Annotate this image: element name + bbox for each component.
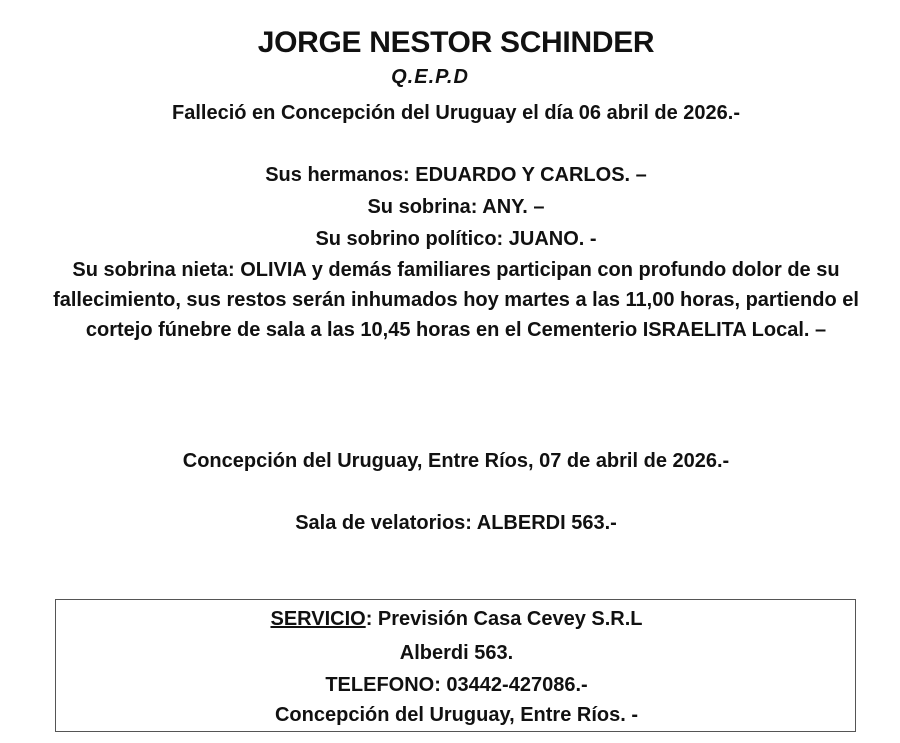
service-phone: TELEFONO: 03442-427086.-	[325, 674, 588, 696]
service-box	[55, 599, 856, 732]
place-date-line: Concepción del Uruguay, Entre Ríos, 07 de abril de 2026.-	[182, 450, 730, 472]
qepd-text: Q.E.P.D	[391, 66, 469, 88]
service-address: Alberdi 563.	[399, 642, 514, 664]
wake-room-line: Sala de velatorios: ALBERDI 563.-	[295, 512, 617, 534]
main-paragraph: Su sobrina nieta: OLIVIA y demás familiares participan con profundo dolor de su fallecimiento, sus restos serán inhumados hoy martes a las 11,00 horas, partiendo el cortejo fúnebre de sala a las 10,45 horas en el Cementerio ISRAELITA Local. –	[53, 259, 859, 341]
death-announcement: Falleció en Concepción del Uruguay el día 06 abril de 2026.-	[172, 102, 740, 124]
siblings-line: Sus hermanos: EDUARDO Y CARLOS. –	[265, 164, 647, 186]
service-provider-line	[56, 604, 857, 634]
service-city: Concepción del Uruguay, Entre Ríos. -	[274, 704, 638, 726]
nephew-in-law-line: Su sobrino político: JUANO. -	[315, 228, 597, 250]
service-label: SERVICIO	[270, 608, 366, 630]
service-provider: : Previsión Casa Cevey S.R.L	[365, 608, 643, 630]
niece-line: Su sobrina: ANY. –	[367, 196, 545, 218]
deceased-name: JORGE NESTOR SCHINDER	[257, 26, 655, 59]
